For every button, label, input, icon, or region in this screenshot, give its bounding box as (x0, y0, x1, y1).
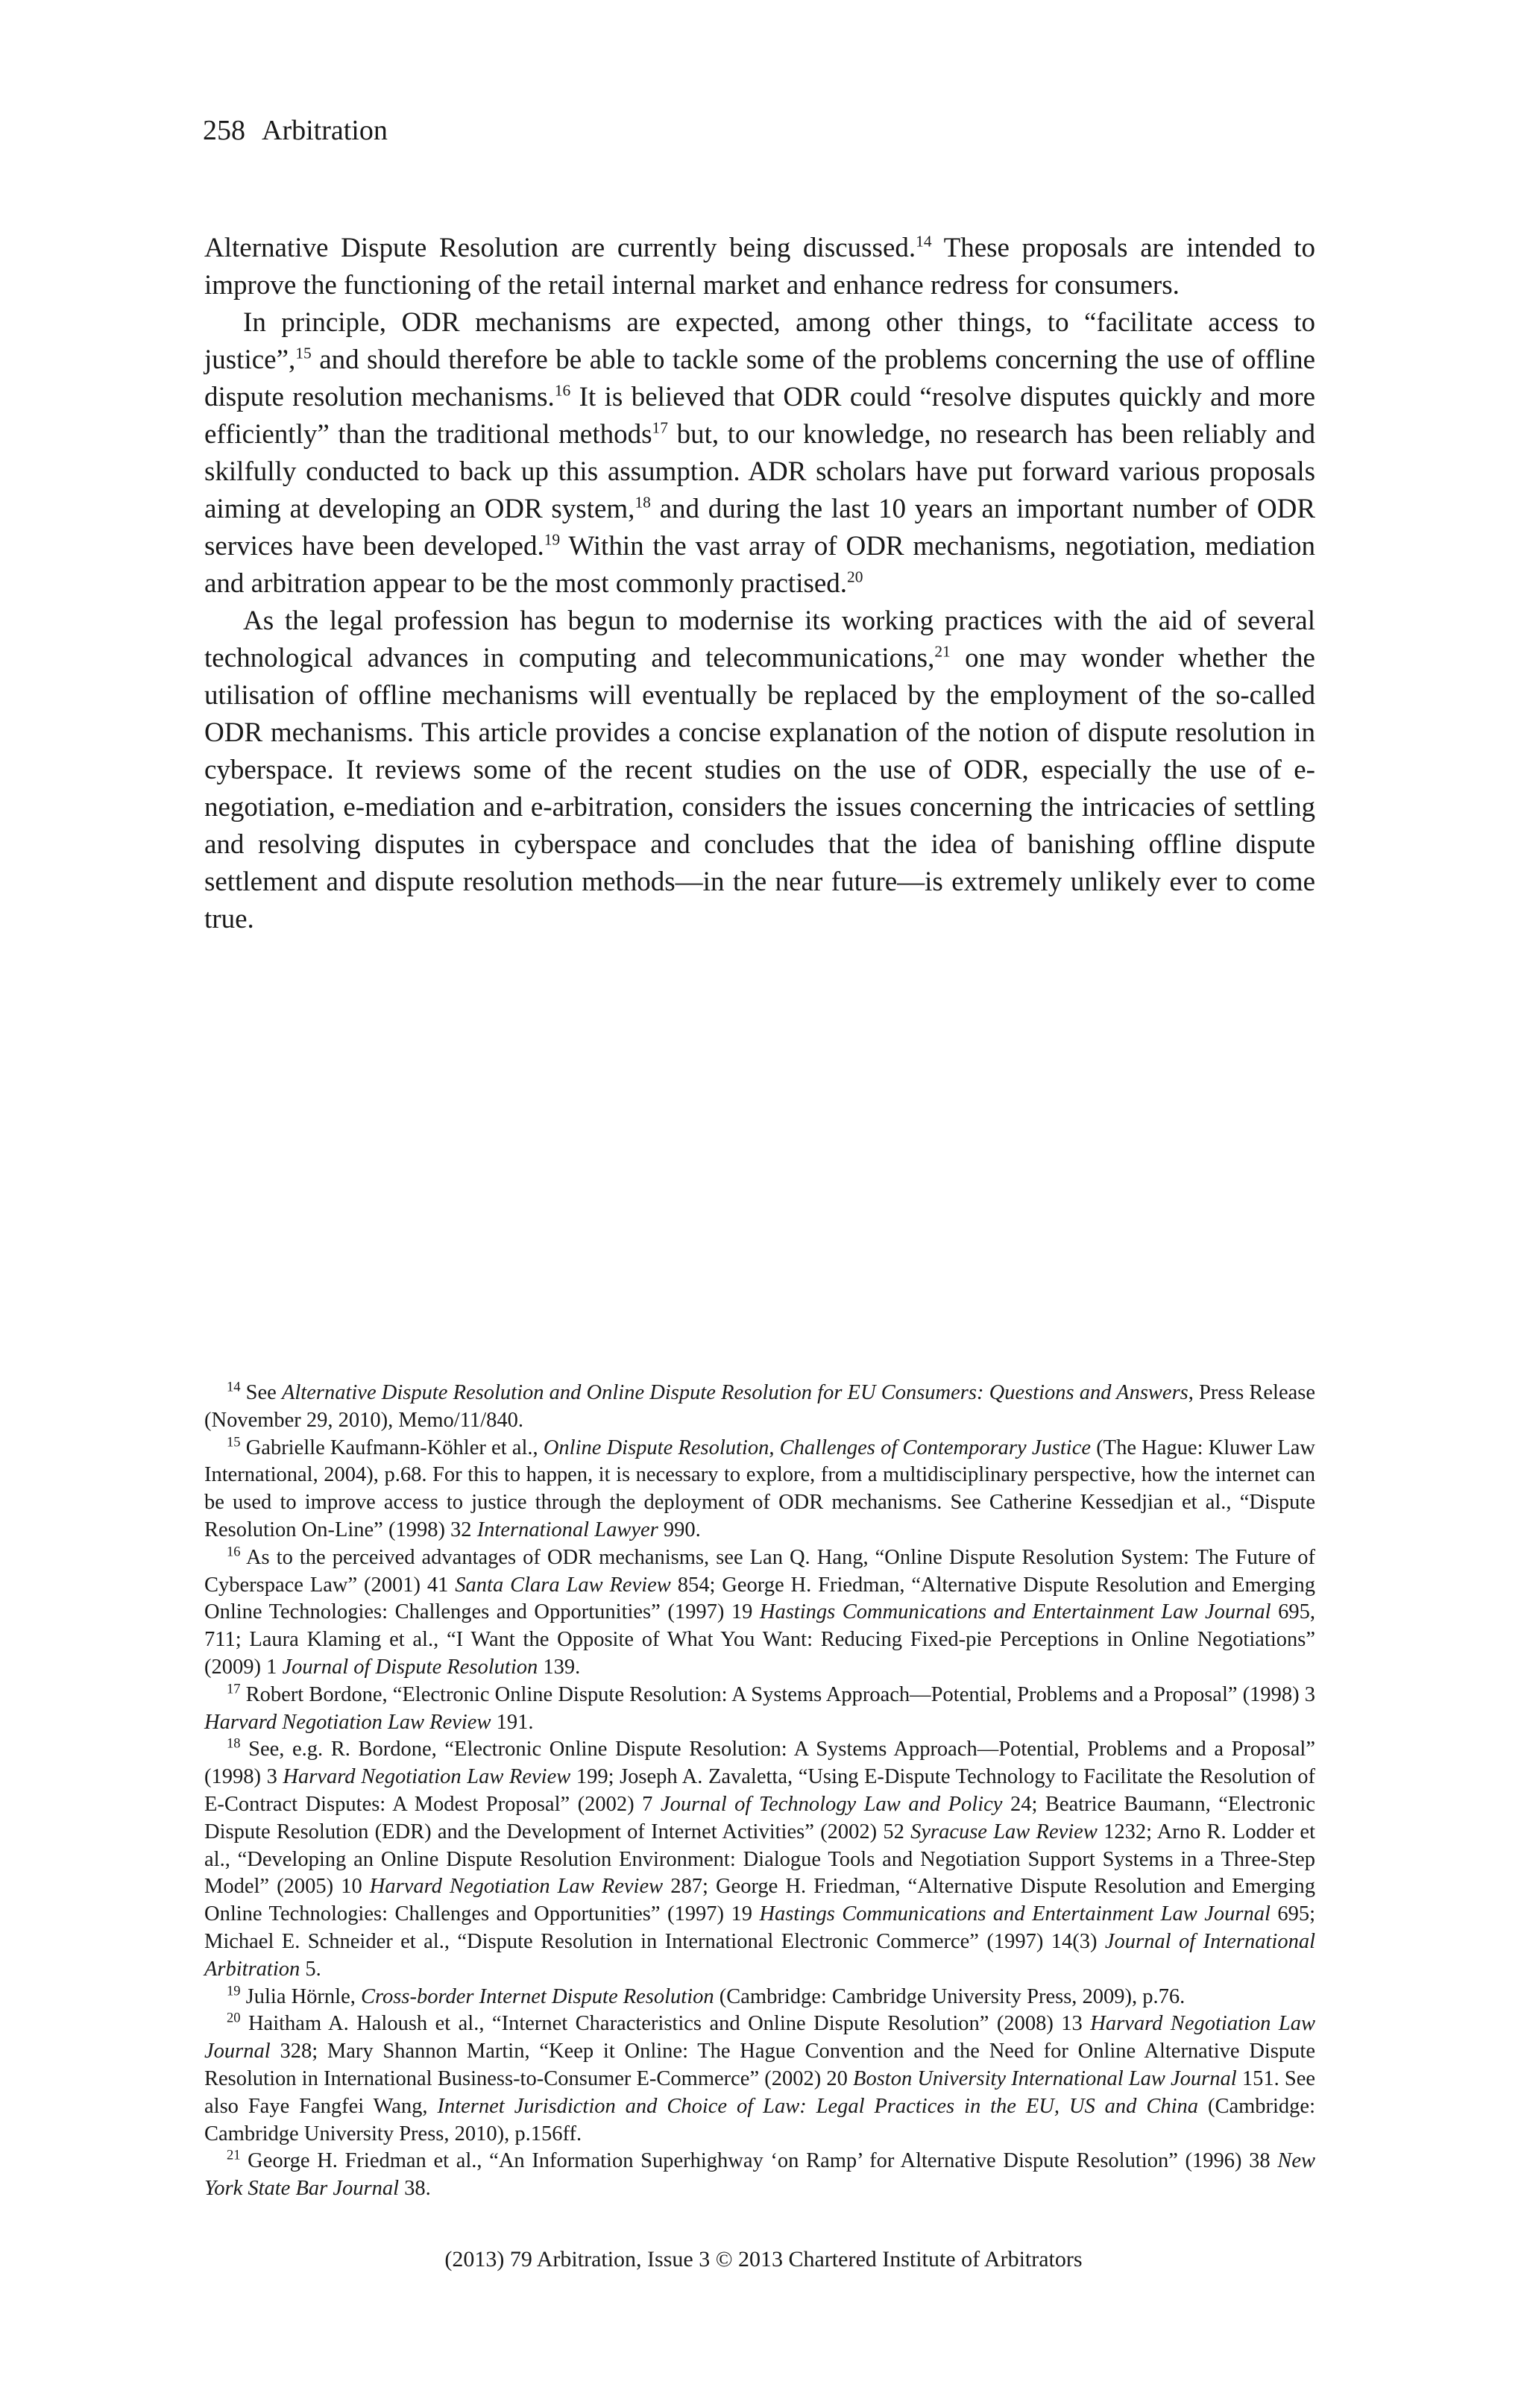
body-paragraph (204, 230, 1315, 304)
text-run: 854; George H. Friedman, “Alternative Dispute Resolution and Emerging Online Technologies: Challenges and Opportunities” (1997) 19 (204, 1573, 1315, 1624)
italic-citation: Journal of Technology Law and Policy (660, 1792, 1003, 1816)
text-run: 287; George H. Friedman, “Alternative Dispute Resolution and Emerging Online Technologies: Challenges and Opportunities” (1997) 19 (204, 1875, 1315, 1926)
footnote (204, 1682, 1315, 1737)
footnote-number: 19 (227, 1983, 241, 1999)
footnote-number: 14 (227, 1379, 241, 1395)
text-run: As to the perceived advantages of ODR mechanisms, see Lan Q. Hang, “Online Dispute Resolution System: The Future of Cyberspace Law” (2001) 41 (204, 1545, 1315, 1597)
footnote-number: 21 (227, 2147, 241, 2163)
italic-citation: New York State Bar Journal (204, 2149, 1315, 2201)
footnote-number: 15 (227, 1434, 241, 1450)
italic-citation: International Lawyer (476, 1518, 658, 1541)
italic-citation: Hastings Communications and Entertainment Law Journal (759, 1600, 1271, 1624)
footnote (204, 1736, 1315, 1983)
text-run: It is believed that ODR could “resolve disputes quickly and more efficiently” than the traditional methods (204, 382, 1315, 450)
page-footer: (2013) 79 Arbitration, Issue 3 © 2013 Chartered Institute of Arbitrators (444, 2247, 1083, 2272)
footnote-number: 16 (227, 1544, 241, 1560)
footnote-number: 20 (227, 2010, 241, 2026)
page-number: 258 (203, 115, 245, 146)
italic-citation: Cross-border Internet Dispute Resolution (360, 1984, 714, 2008)
text-run: (Cambridge: Cambridge University Press, 2010), p.156ff. (204, 2094, 1316, 2145)
text-run: , Press Release (November 29, 2010), Memo/11/840. (204, 1381, 1315, 1432)
footnote (204, 1544, 1315, 1682)
text-run: 5. (300, 1957, 321, 1981)
text-run: 1232; Arno R. Lodder et al., “Developing an Online Dispute Resolution Environment: Dialogue Tools and Negotiation Support Systems in a Three-Step Model” (2005) 10 (204, 1820, 1316, 1899)
footnote (204, 1984, 1315, 2011)
text-run: 328; Mary Shannon Martin, “Keep it Online: The Hague Convention and the Need for Online Alternative Dispute Resolution in International Business-to-Consumer E-Commerce” (2002) 20 (204, 2040, 1315, 2090)
text-run: 695, 711; Laura Klaming et al., “I Want the Opposite of What You Want: Reducing Fixed-pie Perceptions in Online Negotiations” (2009) 1 (204, 1600, 1316, 1679)
footnote (204, 2011, 1315, 2148)
italic-citation: Harvard Negotiation Law Review (204, 1710, 491, 1734)
text-run: 151. See also Faye Fangfei Wang, (204, 2066, 1315, 2118)
text-run: See, e.g. R. Bordone, “Electronic Online Dispute Resolution: A Systems Approach—Potential, Problems and a Proposal” (1998) 3 (204, 1738, 1315, 1789)
body-paragraph (204, 603, 1315, 938)
text-run: Haitham A. Haloush et al., “Internet Characteristics and Online Dispute Resolution” (2008) 13 (240, 2012, 1091, 2036)
footnote-ref: 20 (847, 568, 863, 586)
text-run: These proposals are intended to improve the functioning of the retail internal market and enhance redress for consumers. (204, 233, 1315, 301)
italic-citation: Boston University International Law Journal (853, 2066, 1237, 2090)
footnote-ref: 18 (635, 493, 651, 512)
text-run: Gabrielle Kaufmann-Köhler et al., (240, 1436, 544, 1459)
text-run: (Cambridge: Cambridge University Press, 2009), p.76. (714, 1984, 1186, 2008)
text-run: and during the last 10 years an important number of ODR services have been developed. (204, 494, 1315, 562)
text-run: 24; Beatrice Baumann, “Electronic Dispute Resolution (EDR) and the Development of Internet Activities” (2002) 52 (204, 1792, 1315, 1843)
footnotes (204, 1380, 1315, 2203)
italic-citation: Online Dispute Resolution, Challenges of Contemporary Justice (543, 1436, 1091, 1459)
text-run: 990. (658, 1518, 701, 1541)
running-header (203, 112, 388, 149)
italic-citation: Hastings Communications and Entertainment Law Journal (759, 1902, 1271, 1926)
footnote-ref: 17 (652, 418, 668, 437)
text-run: 199; Joseph A. Zavaletta, “Using E-Dispute Technology to Facilitate the Resolution of E-Contract Disputes: A Modest Proposal” (2002) 7 (204, 1765, 1315, 1816)
footnote (204, 2148, 1315, 2203)
running-title: Arbitration (262, 115, 388, 146)
text-run: As the legal profession has begun to modernise its working practices with the aid of several technological advances in computing and telecommunications, (204, 606, 1315, 673)
text-run: Alternative Dispute Resolution are currently being discussed. (204, 233, 916, 263)
italic-citation: Internet Jurisdiction and Choice of Law: Legal Practices in the EU, US and China (437, 2094, 1199, 2118)
text-run: (The Hague: Kluwer Law International, 2004), p.68. For this to happen, it is necessary to explore, from a multidisciplinary perspective, how the internet can be used to improve access to justice through the deployment of ODR mechanisms. See Catherine Kessedjian et al., “Dispute Resolution On-Line” (1998) 32 (204, 1436, 1315, 1541)
italic-citation: Harvard Negotiation Law Journal (204, 2012, 1315, 2063)
text-run: but, to our knowledge, no research has been reliably and skilfully conducted to back up this assumption. ADR scholars have put forward various proposals aiming at developing an ODR system, (204, 419, 1315, 524)
text-run: Robert Bordone, “Electronic Online Dispute Resolution: A Systems Approach—Potential, Problems and a Proposal” (1998) 3 (240, 1682, 1315, 1706)
footnote-number: 17 (227, 1681, 241, 1697)
footnote-ref: 15 (295, 344, 312, 362)
text-run: 191. (491, 1710, 534, 1734)
italic-citation: Syracuse Law Review (910, 1820, 1098, 1843)
italic-citation: Santa Clara Law Review (455, 1573, 671, 1597)
article-body (204, 230, 1315, 938)
text-run: Julia Hörnle, (240, 1984, 361, 2008)
italic-citation: Harvard Negotiation Law Review (369, 1875, 664, 1899)
text-run: In principle, ODR mechanisms are expected, among other things, to “facilitate access to justice”, (204, 307, 1315, 375)
text-run: 695; Michael E. Schneider et al., “Dispute Resolution in International Electronic Commerce” (1997) 14(3) (204, 1902, 1316, 1953)
footnote-ref: 14 (916, 232, 932, 251)
text-run: and should therefore be able to tackle some of the problems concerning the use of offline dispute resolution mechanisms. (204, 345, 1315, 412)
footnote (204, 1380, 1315, 1435)
text-run: 38. (399, 2177, 431, 2201)
italic-citation: Journal of International Arbitration (204, 1929, 1315, 1981)
text-run: See (240, 1381, 282, 1404)
footnote-ref: 21 (934, 642, 951, 661)
footnote-number: 18 (227, 1735, 241, 1752)
footnote-ref: 16 (554, 381, 571, 400)
italic-citation: Journal of Dispute Resolution (282, 1655, 538, 1679)
text-run: George H. Friedman et al., “An Information Superhighway ‘on Ramp’ for Alternative Dispute Resolution” (1996) 38 (240, 2149, 1278, 2173)
italic-citation: Alternative Dispute Resolution and Online Dispute Resolution for EU Consumers: Questions and Answers (281, 1381, 1188, 1404)
text-run: 139. (538, 1655, 581, 1679)
text-run: Within the vast array of ODR mechanisms, negotiation, mediation and arbitration appear to be the most commonly practised. (204, 531, 1315, 599)
footnote (204, 1435, 1315, 1544)
body-paragraph (204, 304, 1315, 603)
text-run: one may wonder whether the utilisation of offline mechanisms will eventually be replaced by the employment of the so-called ODR mechanisms. This article provides a concise explanation of the notion of dispute resolution in cyberspace. It reviews some of the recent studies on the use of ODR, especially the use of e-negotiation, e-mediation and e-arbitration, considers the issues concerning the intricacies of settling and resolving disputes in cyberspace and concludes that the idea of banishing offline dispute settlement and dispute resolution methods—in the near future—is extremely unlikely ever to come true. (204, 643, 1315, 934)
footnote-ref: 19 (544, 530, 561, 549)
italic-citation: Harvard Negotiation Law Review (283, 1765, 571, 1789)
